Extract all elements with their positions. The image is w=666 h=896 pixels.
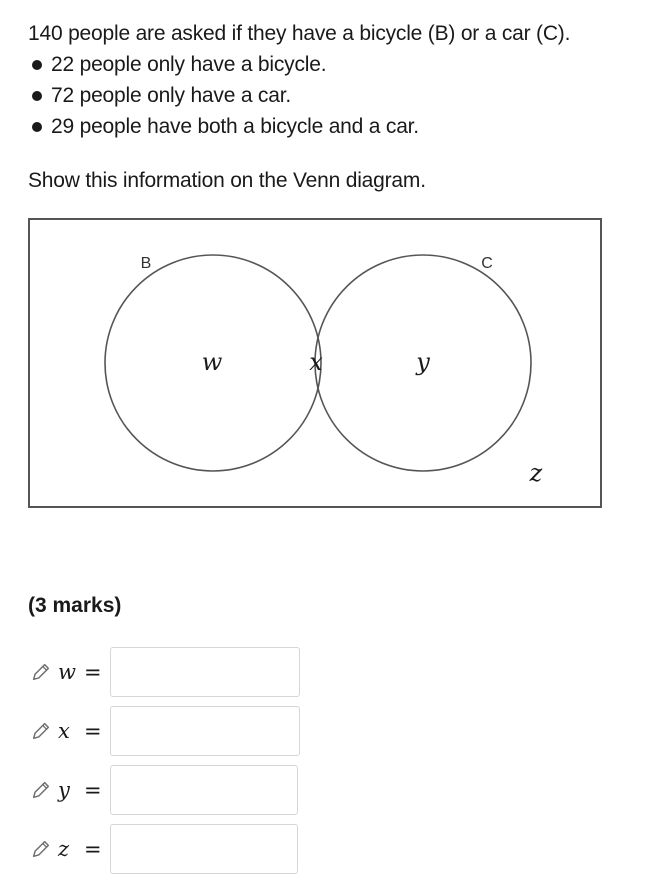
pencil-icon (30, 661, 52, 683)
venn-label-b: B (140, 255, 152, 272)
answer-input-z[interactable] (110, 824, 298, 874)
instruction-text: Show this information on the Venn diagram. (28, 169, 426, 192)
bullet-dot (32, 60, 42, 70)
venn-region-w: w (201, 348, 223, 376)
pencil-icon (30, 838, 52, 860)
answer-input-w[interactable] (110, 647, 300, 697)
bullet-item (28, 80, 419, 111)
pencil-icon (30, 779, 52, 801)
bullet-list (28, 49, 419, 142)
venn-region-x: x (309, 348, 323, 376)
bullet-dot (32, 91, 42, 101)
answer-row-x (30, 706, 300, 756)
answer-input-y[interactable] (110, 765, 298, 815)
venn-label-c: C (481, 255, 493, 272)
equals-sign: = (84, 660, 102, 684)
venn-region-z: z (529, 459, 543, 487)
venn-region-y: y (416, 348, 430, 376)
marks-label: (3 marks) (28, 594, 122, 617)
pencil-icon (30, 720, 52, 742)
bullet-item (28, 49, 419, 80)
equals-sign: = (84, 719, 102, 743)
bullet-text: 72 people only have a car. (51, 84, 291, 107)
answer-variable-z: z (58, 837, 70, 861)
answer-variable-y: y (58, 778, 70, 802)
bullet-text: 22 people only have a bicycle. (51, 53, 327, 76)
question-intro: 140 people are asked if they have a bicycle (B) or a car (C). (28, 22, 571, 45)
bullet-item (28, 111, 419, 142)
answer-row-y (30, 765, 298, 815)
bullet-text: 29 people have both a bicycle and a car. (51, 115, 419, 138)
venn-diagram (28, 218, 602, 508)
answer-variable-w: w (58, 660, 76, 684)
answer-row-z (30, 824, 298, 874)
answer-variable-x: x (58, 719, 70, 743)
equals-sign: = (84, 778, 102, 802)
equals-sign: = (84, 837, 102, 861)
answer-input-x[interactable] (110, 706, 300, 756)
answer-row-w (30, 647, 300, 697)
bullet-dot (32, 122, 42, 132)
